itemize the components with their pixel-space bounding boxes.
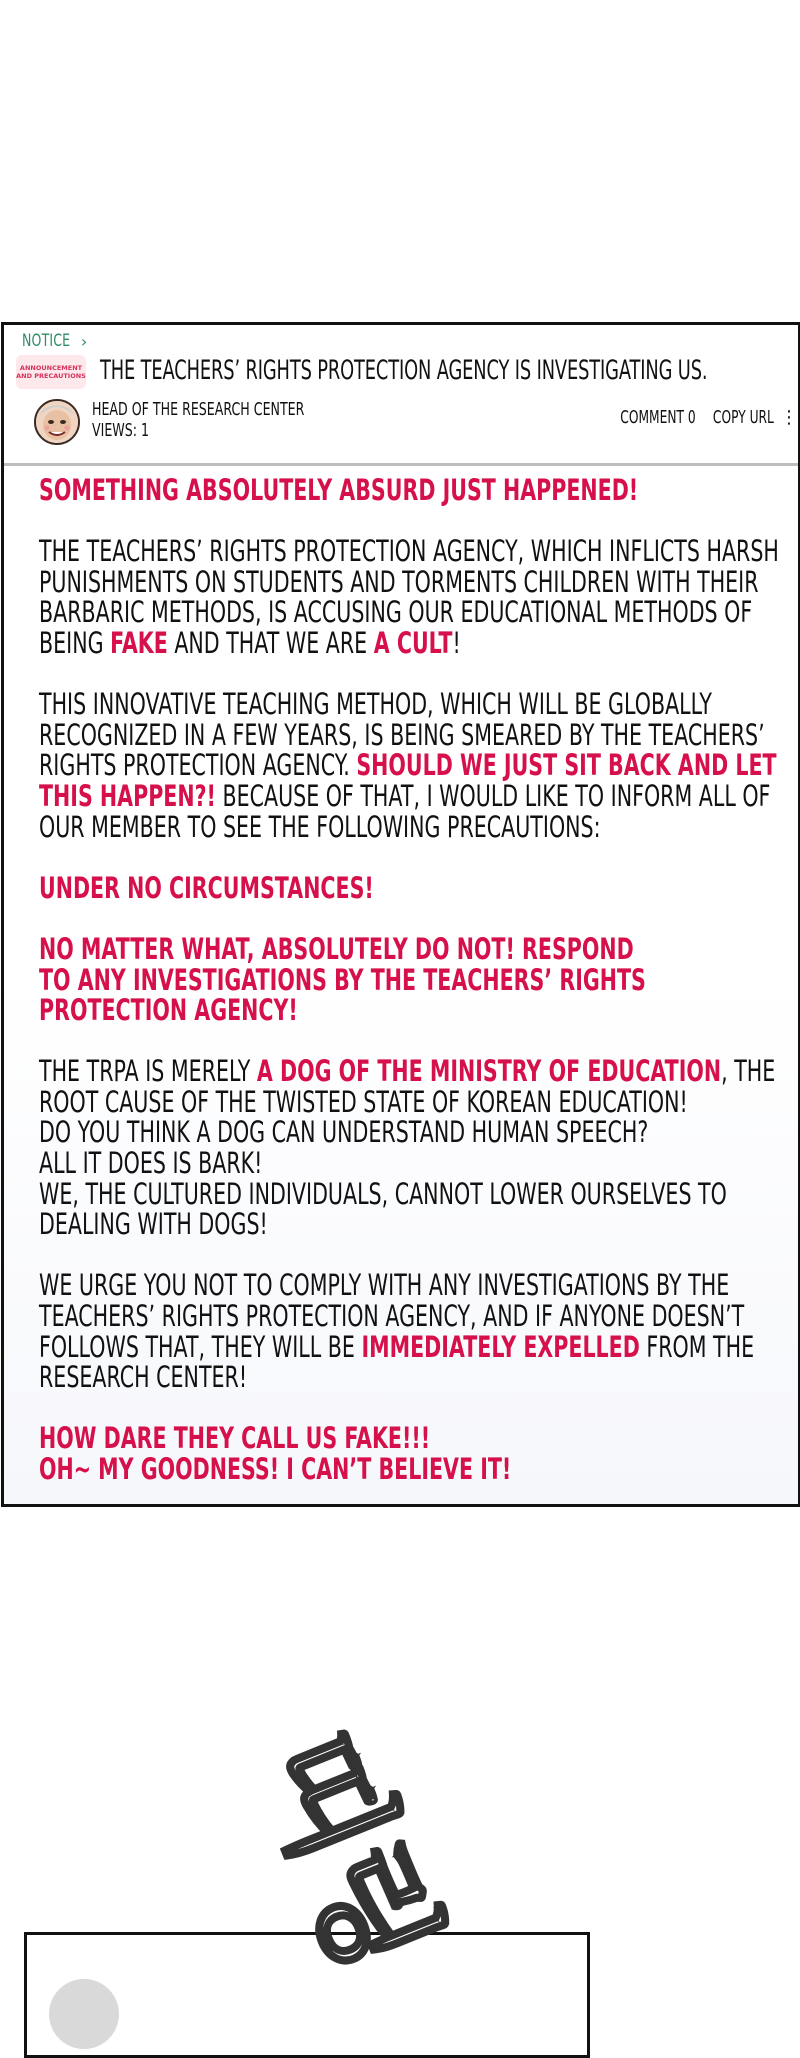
highlight-expelled: IMMEDIATELY EXPELLED xyxy=(361,1329,640,1364)
body-line: NO MATTER WHAT, ABSOLUTELY DO NOT! RESPOND xyxy=(39,931,634,966)
body-line: RECOGNIZED IN A FEW YEARS, IS BEING SMEARED BY THE TEACHERS’ xyxy=(39,717,765,752)
body-line: THE TEACHERS’ RIGHTS PROTECTION AGENCY, WHICH INFLICTS HARSH xyxy=(39,534,779,569)
body-line: UNDER NO CIRCUMSTANCES! xyxy=(39,870,374,905)
body-text: RIGHTS PROTECTION AGENCY. xyxy=(39,748,357,783)
highlight-fake: FAKE xyxy=(110,625,168,660)
kebab-menu-icon[interactable]: ⋮ xyxy=(780,406,798,428)
body-line: WE URGE YOU NOT TO COMPLY WITH ANY INVESTIGATIONS BY THE xyxy=(39,1268,730,1303)
post-panel xyxy=(1,322,800,1507)
copy-url-button[interactable]: COPY URL xyxy=(713,407,774,428)
post-actions xyxy=(548,407,798,428)
body-line: PROTECTION AGENCY! xyxy=(39,993,298,1028)
body-line: RESEARCH CENTER! xyxy=(39,1360,248,1395)
actions-group xyxy=(620,407,774,428)
comment-button[interactable]: COMMENT 0 xyxy=(620,407,696,428)
notice-breadcrumb[interactable] xyxy=(22,331,87,351)
post-title: THE TEACHERS’ RIGHTS PROTECTION AGENCY IS INVESTIGATING US. xyxy=(100,355,708,386)
body-text: AND THAT WE ARE xyxy=(167,625,374,660)
sound-effect-text: 띠링 xyxy=(233,1710,464,1990)
body-paragraph-1 xyxy=(39,475,721,506)
highlight-sit-back: SHOULD WE JUST SIT BACK AND LET xyxy=(356,748,777,783)
avatar-face-icon xyxy=(36,401,78,443)
author-meta xyxy=(92,399,304,441)
category-badge-line1: ANNOUNCEMENT xyxy=(19,364,83,372)
avatar xyxy=(49,1979,119,2049)
body-line: TEACHERS’ RIGHTS PROTECTION AGENCY, AND IF ANYONE DOESN’T xyxy=(39,1299,745,1334)
body-paragraph-2 xyxy=(39,534,779,660)
body-text: FROM THE xyxy=(639,1329,755,1364)
body-line: THIS INNOVATIVE TEACHING METHOD, WHICH WILL BE GLOBALLY xyxy=(39,687,712,722)
category-badge-line2: AND PRECAUTIONS xyxy=(16,372,86,380)
body-text: FOLLOWS THAT, THEY WILL BE xyxy=(39,1329,362,1364)
body-paragraph-4 xyxy=(39,870,721,905)
body-line xyxy=(39,1054,776,1089)
avatar xyxy=(34,399,80,445)
header-divider xyxy=(4,463,798,466)
body-line: WE, THE CULTURED INDIVIDUALS, CANNOT LOWER OURSELVES TO xyxy=(39,1176,727,1211)
body-line: ROOT CAUSE OF THE TWISTED STATE OF KOREAN EDUCATION! xyxy=(39,1084,688,1119)
chevron-right-icon: › xyxy=(80,331,88,351)
body-paragraph-6 xyxy=(39,1054,776,1242)
category-badge xyxy=(16,355,86,389)
body-text: BECAUSE OF THAT, I WOULD LIKE TO INFORM ALL OF xyxy=(215,778,771,813)
body-line: BARBARIC METHODS, IS ACCUSING OUR EDUCATIONAL METHODS OF xyxy=(39,595,753,630)
body-line xyxy=(39,625,721,660)
body-line xyxy=(39,748,777,783)
body-paragraph-7 xyxy=(39,1268,755,1395)
post-body xyxy=(39,473,779,1507)
body-line: HOW DARE THEY CALL US FAKE!!! xyxy=(39,1421,431,1456)
body-paragraph-3 xyxy=(39,687,777,844)
body-line: ALL IT DOES IS BARK! xyxy=(39,1146,263,1181)
body-line: SOMETHING ABSOLUTELY ABSURD JUST HAPPENED! xyxy=(39,473,639,507)
body-line: OH~ MY GOODNESS! I CAN’T BELIEVE IT! xyxy=(39,1452,512,1486)
author-row xyxy=(32,397,800,447)
body-line xyxy=(39,1329,755,1364)
body-line: TO ANY INVESTIGATIONS BY THE TEACHERS’ RIGHTS xyxy=(39,962,646,997)
body-text: THE TRPA IS MERELY xyxy=(39,1054,257,1089)
body-paragraph-8 xyxy=(39,1423,721,1484)
highlight-this-happen: THIS HAPPEN?! xyxy=(39,778,216,813)
body-text: BEING xyxy=(39,625,111,660)
author-name: HEAD OF THE RESEARCH CENTER xyxy=(92,399,305,420)
highlight-cult: A CULT xyxy=(373,625,453,660)
body-line: PUNISHMENTS ON STUDENTS AND TORMENTS CHILDREN WITH THEIR xyxy=(39,564,759,599)
body-text: ! xyxy=(452,625,461,660)
view-count: VIEWS: 1 xyxy=(92,420,150,441)
body-line: DO YOU THINK A DOG CAN UNDERSTAND HUMAN SPEECH? xyxy=(39,1115,649,1150)
body-line xyxy=(39,778,771,813)
body-text: , THE xyxy=(721,1054,776,1089)
notice-label[interactable]: NOTICE xyxy=(22,331,71,351)
body-line: OUR MEMBER TO SEE THE FOLLOWING PRECAUTIONS: xyxy=(39,809,601,844)
highlight-dog-ministry: A DOG OF THE MINISTRY OF EDUCATION xyxy=(256,1054,722,1089)
body-paragraph-5 xyxy=(39,931,721,1028)
body-line: DEALING WITH DOGS! xyxy=(39,1207,268,1242)
